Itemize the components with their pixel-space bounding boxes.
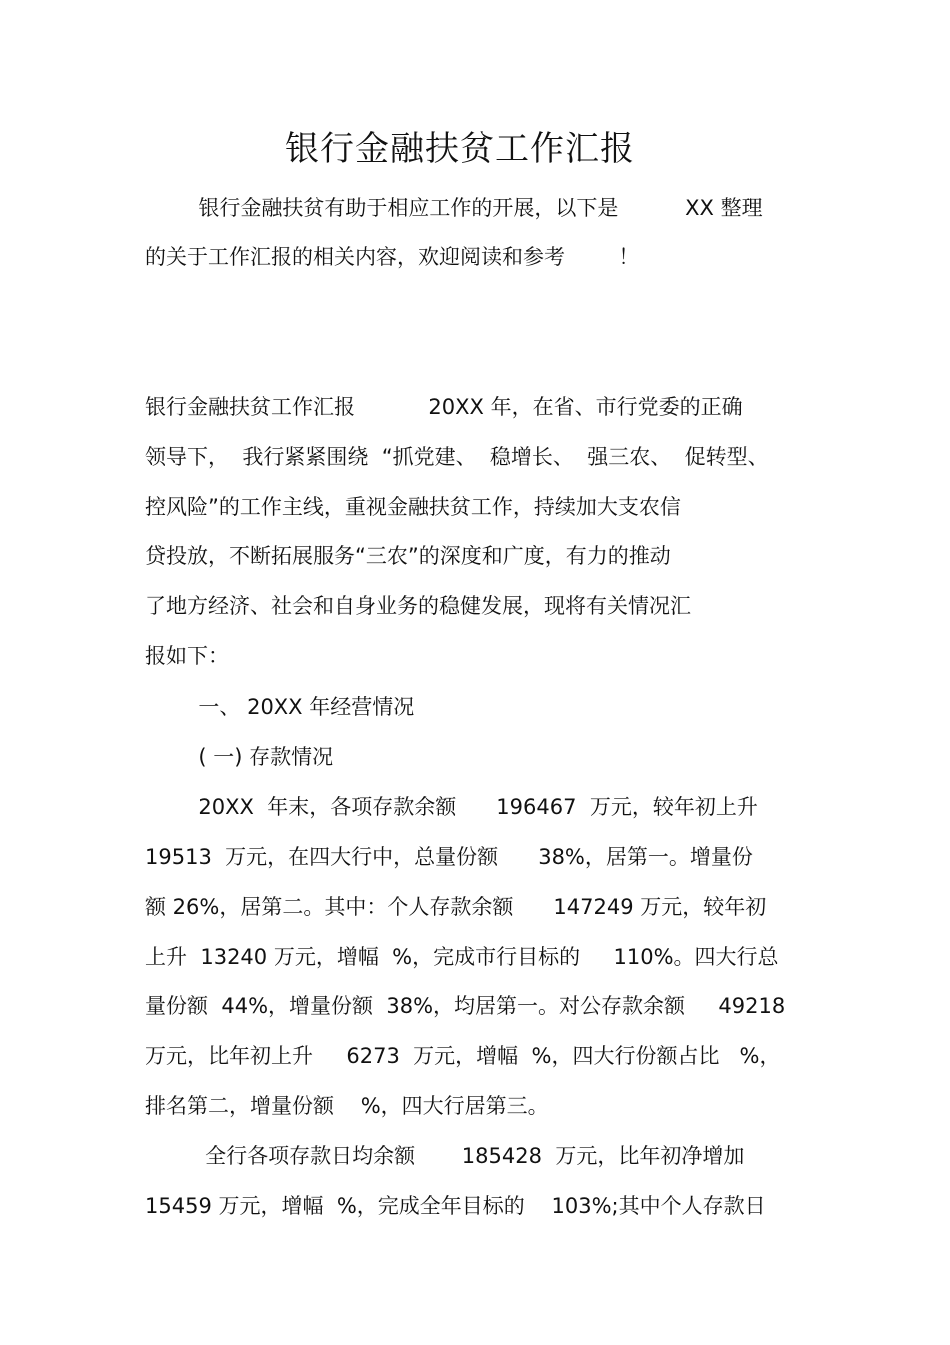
paragraph-line: 万元，比年初上升 6273 万元，增幅 %，四大行份额占比 %， (145, 1044, 781, 1068)
paragraph-line: 控风险”的工作主线，重视金融扶贫工作，持续加大支农信 (145, 495, 681, 519)
paragraph-line: 的关于工作汇报的相关内容，欢迎阅读和参考 ！ (145, 245, 640, 269)
section-heading: 一、 20XX 年经营情况 (145, 695, 415, 719)
paragraph-line: 银行金融扶贫有助于相应工作的开展，以下是 XX 整理 (145, 196, 763, 220)
paragraph-line: 全行各项存款日均余额 185428 万元，比年初净增加 (145, 1144, 745, 1168)
paragraph-line: 20XX 年末，各项存款余额 196467 万元，较年初上升 (145, 795, 758, 819)
paragraph-line: 领导下， 我行紧紧围绕 “抓党建、 稳增长、 强三农、 促转型、 (145, 445, 769, 469)
paragraph-line: 报如下： (145, 644, 229, 668)
paragraph-line: 额 26%，居第二。其中：个人存款余额 147249 万元，较年初 (145, 895, 767, 919)
paragraph-line: 上升 13240 万元，增幅 %，完成市行目标的 110%。四大行总 (145, 945, 779, 969)
paragraph-line: 量份额 44%，增量份额 38%，均居第一。对公存款余额 49218 (145, 994, 786, 1018)
paragraph-line: 银行金融扶贫工作汇报 20XX 年，在省、市行党委的正确 (145, 395, 743, 419)
paragraph-line: 15459 万元，增幅 %，完成全年目标的 103%;其中个人存款日 (145, 1194, 766, 1218)
document-title: 银行金融扶贫工作汇报 (285, 129, 635, 169)
paragraph-line: 19513 万元，在四大行中，总量份额 38%，居第一。增量份 (145, 845, 753, 869)
subsection-heading: ( 一) 存款情况 (145, 745, 334, 769)
paragraph-line: 排名第二，增量份额 %，四大行居第三。 (145, 1094, 549, 1118)
paragraph-line: 贷投放，不断拓展服务“三农”的深度和广度，有力的推动 (145, 544, 671, 568)
paragraph-line: 了地方经济、社会和自身业务的稳健发展，现将有关情况汇 (145, 594, 691, 618)
